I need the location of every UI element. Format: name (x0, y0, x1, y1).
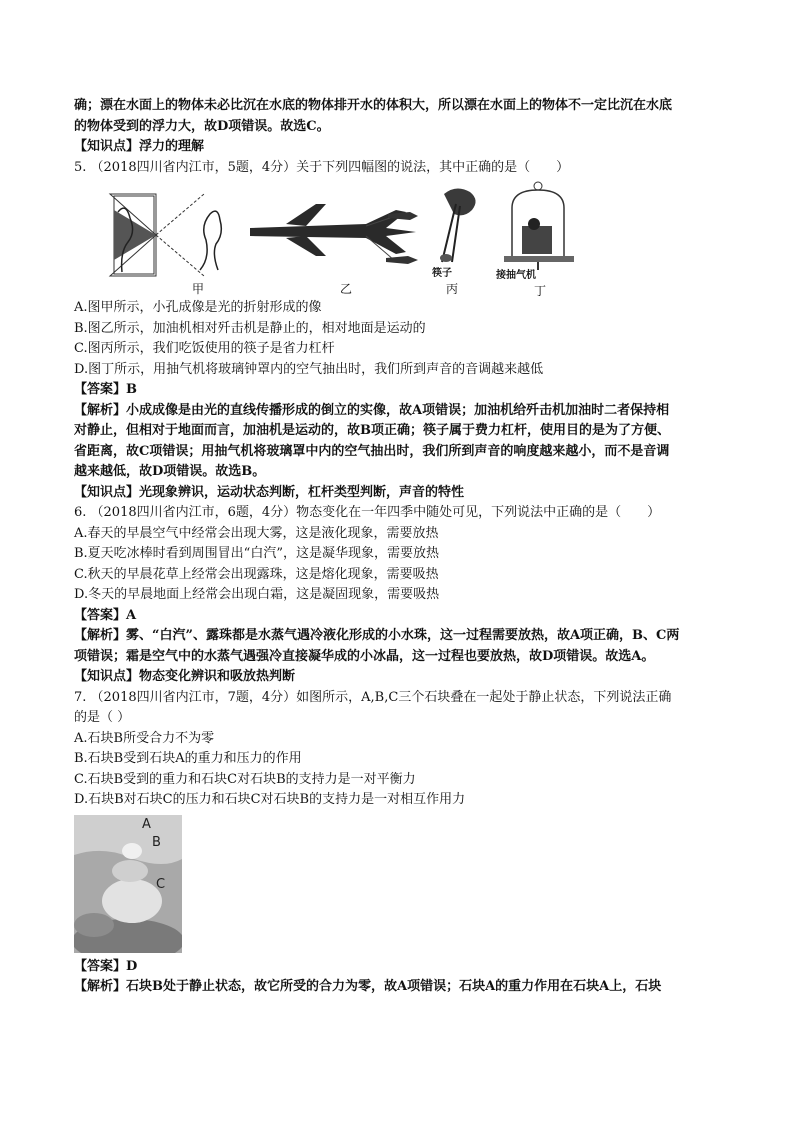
bell-jar-figure (498, 178, 580, 272)
stacked-stones-photo (74, 815, 182, 953)
analysis-line: 【解析】小成成像是由光的直线传播形成的倒立的实像，故A项错误；加油机给歼击机加油时二者保持相 (74, 402, 670, 418)
chopsticks-label: 筷子 (432, 268, 452, 279)
option-b: B.图乙所示，加油机相对歼击机是静止的，相对地面是运动的 (74, 320, 426, 336)
figure-label-yi: 乙 (340, 282, 353, 296)
option-d: D.图丁所示，用抽气机将玻璃钟罩内的空气抽出时，我们所到声音的音调越来越低 (74, 361, 544, 377)
stone-label-b: B (152, 834, 161, 850)
knowledge-point: 【知识点】光现象辨识，运动状态判断，杠杆类型判断，声音的特性 (74, 484, 465, 500)
option-a: A.图甲所示，小孔成像是光的折射形成的像 (74, 300, 322, 315)
chopsticks-figure (424, 184, 494, 268)
analysis-line: 【解析】雾、“白汽”、露珠都是水蒸气遇冷液化形成的小水珠，这一过程需要放热，故A项正确，B、C两 (74, 628, 680, 643)
question-5-stem: 5. （2018四川省内江市，5题，4分）关于下列四幅图的说法，其中正确的是（ ） (74, 159, 570, 175)
option-b: B.石块B受到石块A的重力和压力的作用 (74, 751, 302, 766)
option-d: D.石块B对石块C的压力和石块C对石块B的支持力是一对相互作用力 (74, 792, 466, 807)
answer: 【答案】B (74, 382, 137, 397)
analysis-line: 对静止，但相对于地面而言，加油机是运动的，故B项正确；筷子属于费力杠杆，使用目的是为了方便、 (74, 423, 670, 438)
analysis-line: 项错误；霜是空气中的水蒸气遇强冷直接凝华成的小冰晶，这一过程也要放热，故D项错误。故选A。 (74, 648, 655, 664)
text-line: 确；漂在水面上的物体未必比沉在水底的物体排开水的体积大，所以漂在水面上的物体不一定比沉在水底 (74, 98, 673, 113)
analysis-line: 越来越低，故D项错误。故选B。 (74, 464, 266, 479)
option-c: C.秋天的早晨花草上经常会出现露珠，这是熔化现象，需要吸热 (74, 566, 439, 582)
knowledge-point: 【知识点】物态变化辨识和吸放热判断 (74, 669, 296, 684)
question-7-stem: 的是（ ） (74, 710, 131, 725)
question-6-stem: 6. （2018四川省内江市，6题，4分）物态变化在一年四季中随处可见，下列说法中正确的是（ ） (74, 505, 661, 520)
stone-label-c: C (156, 876, 166, 892)
pinhole-imaging-figure (104, 190, 254, 280)
option-a: A.春天的早晨空气中经常会出现大雾，这是液化现象，需要放热 (74, 525, 439, 541)
answer: 【答案】D (74, 958, 138, 974)
option-c: C.石块B受到的重力和石块C对石块B的支持力是一对平衡力 (74, 771, 416, 787)
aircraft-refuel-figure (246, 198, 424, 278)
option-d: D.冬天的早晨地面上经常会出现白霜，这是凝固现象，需要吸热 (74, 587, 440, 602)
figure-label-jia: 甲 (192, 282, 205, 296)
question-5-figures (74, 184, 734, 296)
option-a: A.石块B所受合力不为零 (74, 730, 215, 746)
question-7-stem: 7. （2018四川省内江市，7题，4分）如图所示，A,B,C三个石块叠在一起处于静止状态，下列说法正确 (74, 689, 672, 705)
analysis-line: 【解析】石块B处于静止状态，故它所受的合力为零，故A项错误；石块A的重力作用在石块A上，石块 (74, 979, 662, 994)
analysis-line: 省距离，故C项错误；用抽气机将玻璃罩中内的空气抽出时，我们所到声音的响度越来越小，而不是音调 (74, 443, 670, 459)
text-line: 的物体受到的浮力大，故D项错误。故选C。 (74, 118, 330, 134)
answer: 【答案】A (74, 607, 137, 623)
document-page (74, 96, 734, 998)
stones-image (74, 815, 182, 953)
stone-label-a: A (142, 816, 151, 832)
knowledge-point: 【知识点】浮力的理解 (74, 139, 205, 154)
option-c: C.图丙所示，我们吃饭使用的筷子是省力杠杆 (74, 341, 335, 356)
option-b: B.夏天吃冰棒时看到周围冒出“白汽”，这是凝华现象，需要放热 (74, 546, 439, 561)
figure-label-ding: 丁 (534, 284, 547, 298)
pump-label: 接抽气机 (496, 270, 536, 281)
figure-label-bing: 丙 (446, 282, 459, 296)
